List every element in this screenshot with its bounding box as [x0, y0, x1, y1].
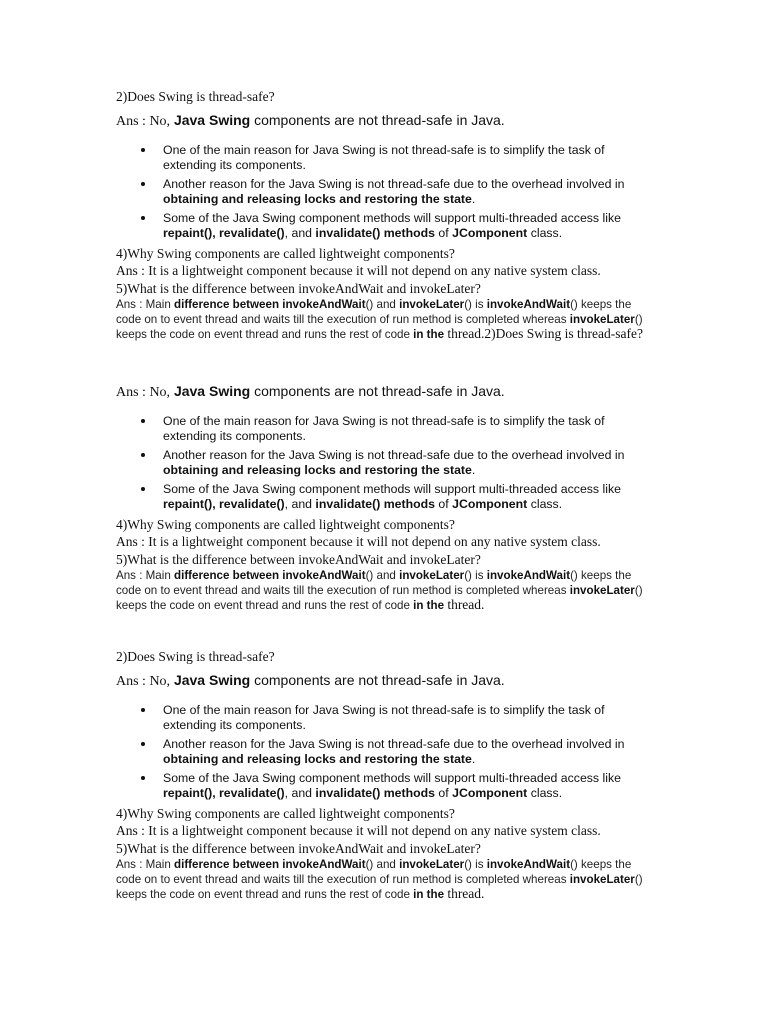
answer-2-text: Ans : No, Java Swing components are not thread-safe in Java.	[116, 672, 505, 689]
bullet-icon	[141, 182, 145, 186]
answer-2-text: Ans : No, Java Swing components are not thread-safe in Java.	[116, 383, 505, 400]
answer-5-text: Ans : Main difference between invokeAndWait() and invokeLater() is invokeAndWait() keeps the code on to event thread and waits till the execution of run method is completed whereas invokeLater() keeps the code on event thread and runs the rest of code in the thread.	[116, 569, 643, 612]
answer-5-text: Ans : Main difference between invokeAndWait() and invokeLater() is invokeAndWait() keeps the code on to event thread and waits till the execution of run method is completed whereas invokeLater() keeps the code on event thread and runs the rest of code in the thread.	[116, 858, 643, 901]
java-swing-bold: Java Swing	[173, 112, 251, 128]
question-4-heading: 4)Why Swing components are called lightweight components?	[116, 246, 455, 261]
answer-2-text: Ans : No, Java Swing components are not thread-safe in Java.	[116, 112, 505, 129]
qa-section-2	[116, 382, 656, 614]
list-item: Some of the Java Swing component methods will support multi-threaded access like repaint(), revalidate(), and invalidate() methods of JComponent class.	[116, 771, 656, 800]
bullet-icon	[141, 708, 145, 712]
list-item: Another reason for the Java Swing is not thread-safe due to the overhead involved in obtaining and releasing locks and restoring the state.	[116, 448, 656, 477]
answer-5-text: Ans : Main difference between invokeAndWait() and invokeLater() is invokeAndWait() keeps the code on to event thread and waits till the execution of run method is completed whereas invokeLater() keeps the code on event thread and runs the rest of code in the thread.2)Does Swing is thread-safe?	[116, 298, 643, 341]
list-item: One of the main reason for Java Swing is not thread-safe is to simplify the task of extending its components.	[116, 414, 656, 443]
bullet-icon	[141, 148, 145, 152]
reasons-list	[116, 143, 656, 240]
bullet-icon	[141, 419, 145, 423]
reasons-list	[116, 703, 656, 800]
list-item: Another reason for the Java Swing is not thread-safe due to the overhead involved in obtaining and releasing locks and restoring the state.	[116, 737, 656, 766]
reasons-list	[116, 414, 656, 511]
question-5-heading: 5)What is the difference between invokeAndWait and invokeLater?	[116, 281, 481, 296]
list-item: One of the main reason for Java Swing is not thread-safe is to simplify the task of extending its components.	[116, 143, 656, 172]
bullet-icon	[141, 742, 145, 746]
bullet-icon	[141, 216, 145, 220]
java-swing-bold: Java Swing	[173, 672, 251, 688]
question-4-heading: 4)Why Swing components are called lightweight components?	[116, 806, 455, 821]
list-item: Another reason for the Java Swing is not thread-safe due to the overhead involved in obtaining and releasing locks and restoring the state.	[116, 177, 656, 206]
answer-4-text: Ans : It is a lightweight component because it will not depend on any native system class.	[116, 263, 601, 278]
list-item: Some of the Java Swing component methods will support multi-threaded access like repaint(), revalidate(), and invalidate() methods of JComponent class.	[116, 211, 656, 240]
qa-section-3	[116, 648, 656, 903]
question-5-heading: 5)What is the difference between invokeAndWait and invokeLater?	[116, 552, 481, 567]
list-item: One of the main reason for Java Swing is not thread-safe is to simplify the task of extending its components.	[116, 703, 656, 732]
question-2-heading: 2)Does Swing is thread-safe?	[116, 649, 275, 664]
answer-4-text: Ans : It is a lightweight component because it will not depend on any native system class.	[116, 534, 601, 549]
question-5-heading: 5)What is the difference between invokeAndWait and invokeLater?	[116, 841, 481, 856]
list-item: Some of the Java Swing component methods will support multi-threaded access like repaint(), revalidate(), and invalidate() methods of JComponent class.	[116, 482, 656, 511]
bullet-icon	[141, 453, 145, 457]
java-swing-bold: Java Swing	[173, 383, 251, 399]
question-2-heading: 2)Does Swing is thread-safe?	[116, 89, 275, 104]
answer-4-text: Ans : It is a lightweight component because it will not depend on any native system class.	[116, 823, 601, 838]
question-4-heading: 4)Why Swing components are called lightweight components?	[116, 517, 455, 532]
bullet-icon	[141, 487, 145, 491]
bullet-icon	[141, 776, 145, 780]
qa-section-1	[116, 88, 656, 343]
